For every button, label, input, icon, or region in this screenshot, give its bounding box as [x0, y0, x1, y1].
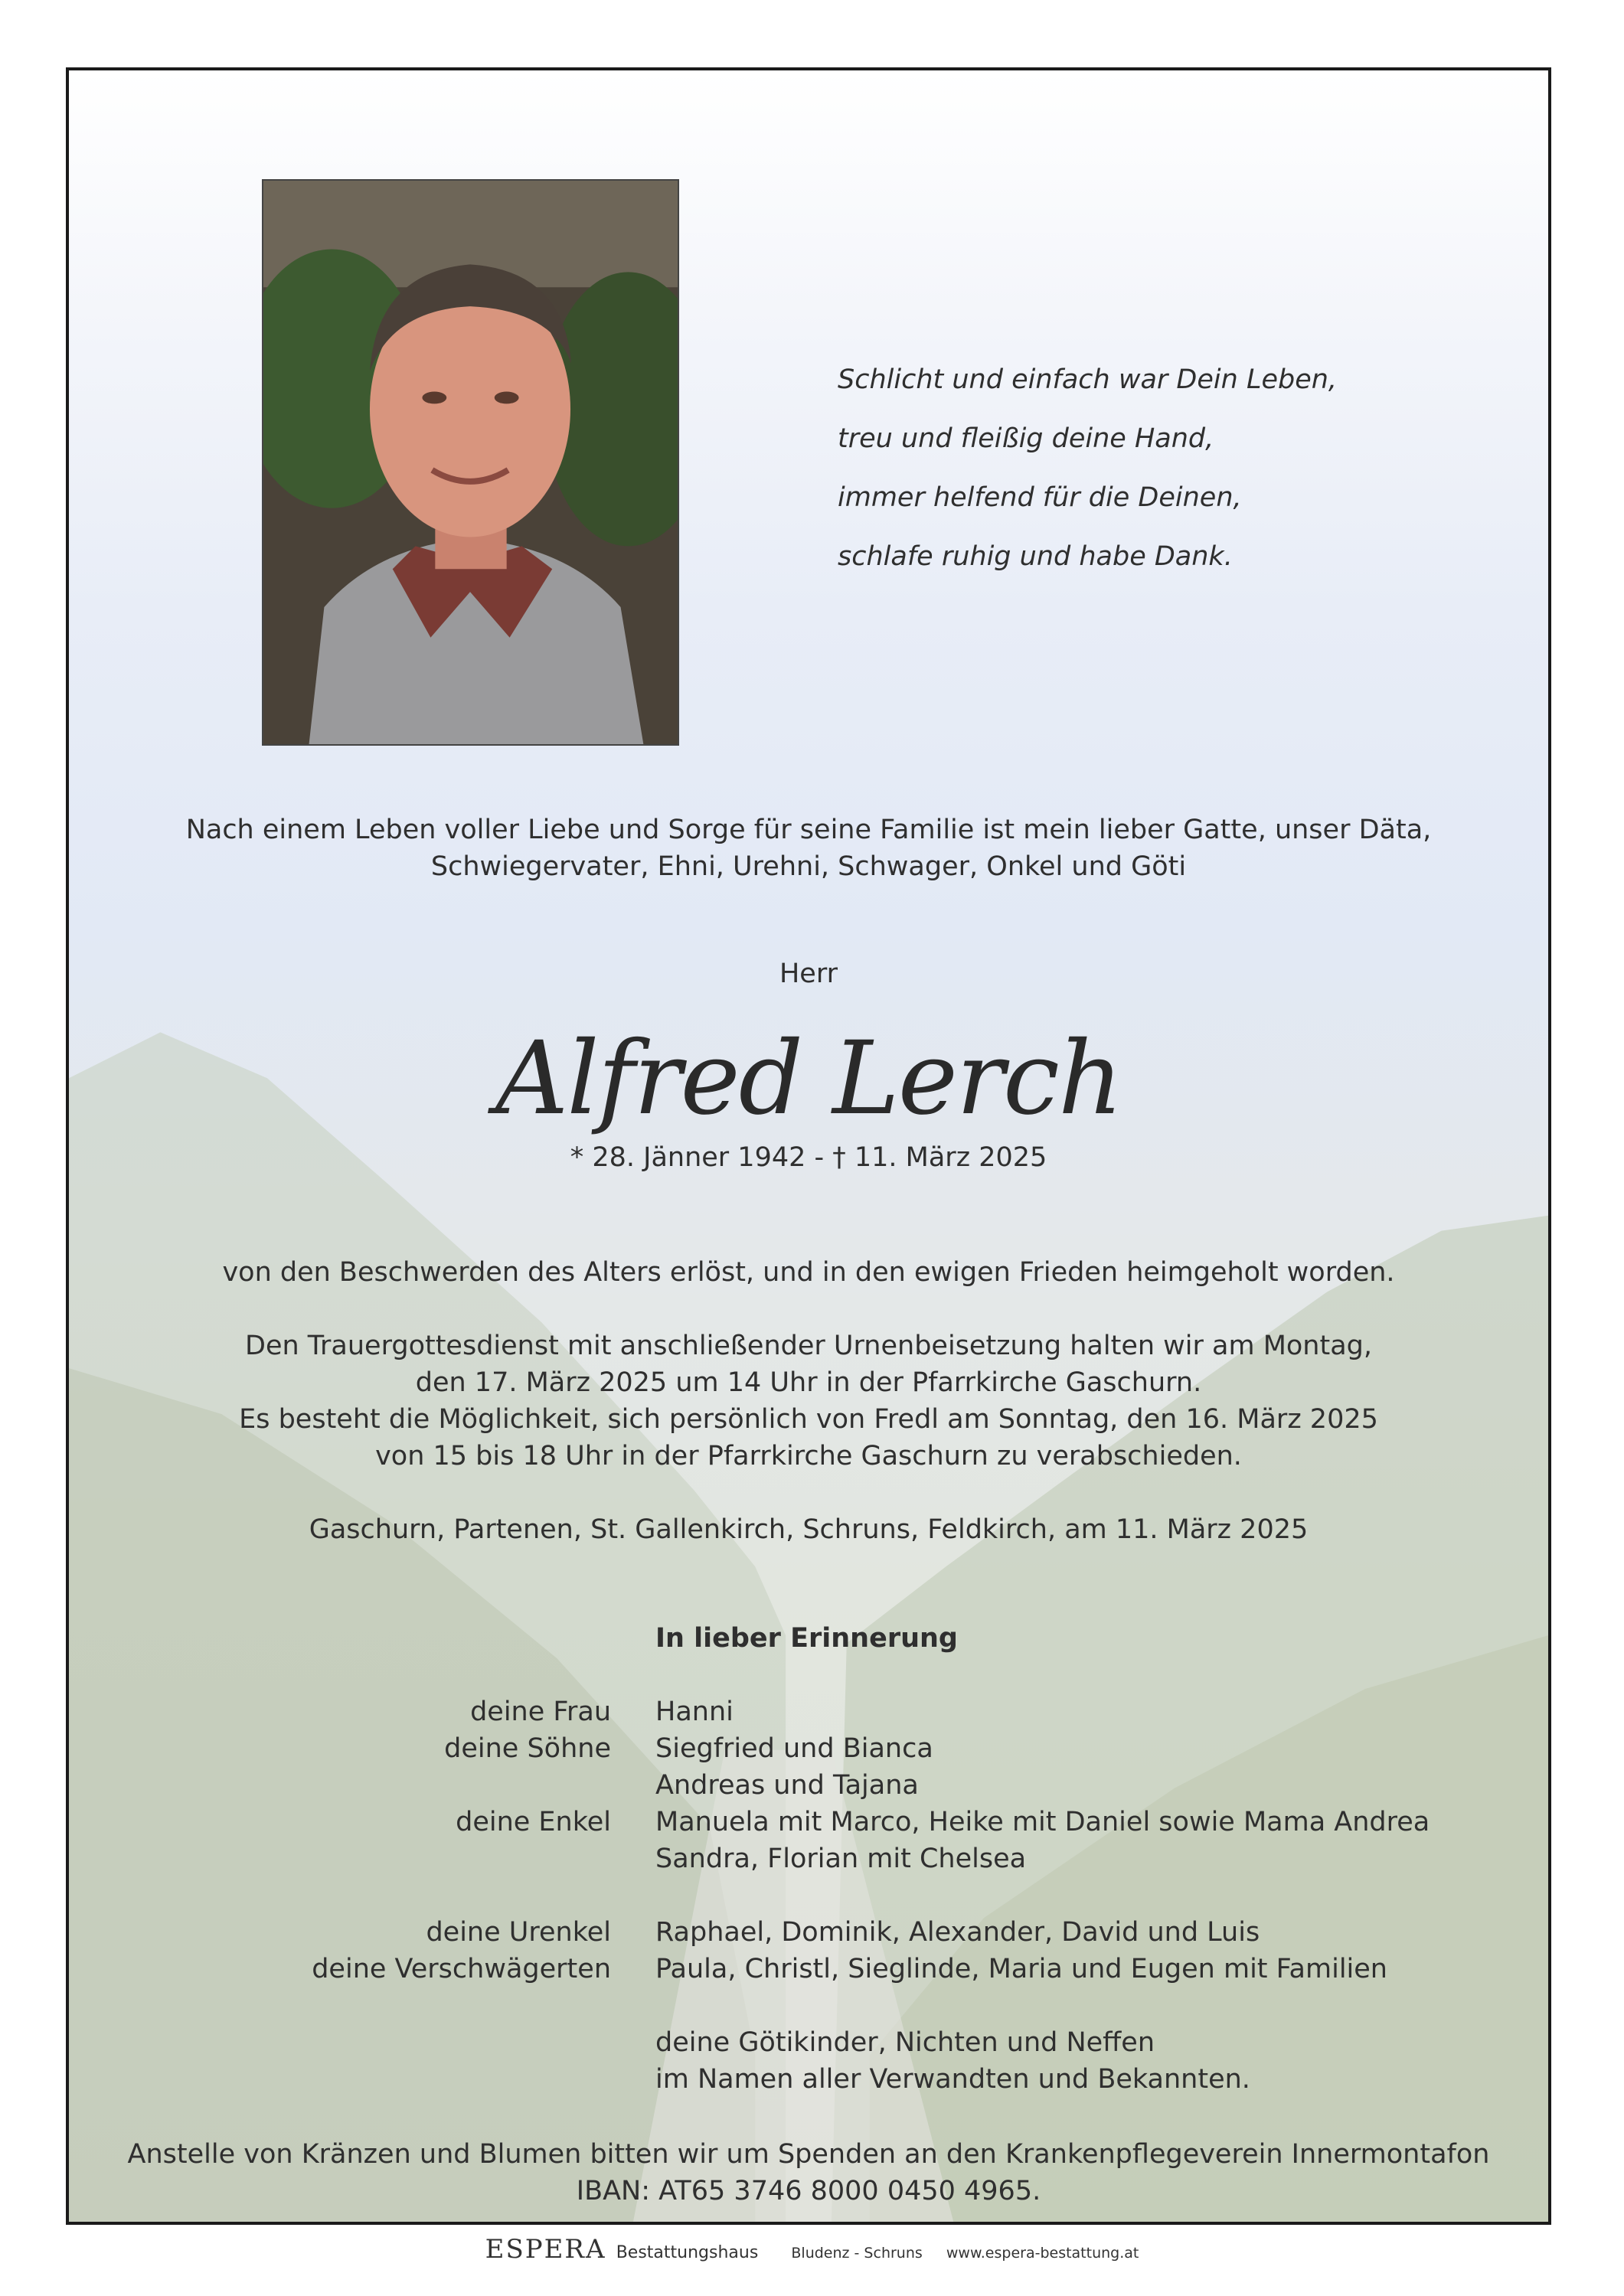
family-value: Manuela mit Marco, Heike mit Daniel sowie Mama Andrea [655, 1807, 1430, 1837]
service-text: Den Trauergottesdienst mit anschließender Urnenbeisetzung halten wir am Montag, [245, 1331, 1372, 1361]
place-date: Gaschurn, Partenen, St. Gallenkirch, Schruns, Feldkirch, am 11. März 2025 [309, 1514, 1309, 1545]
deceased-name: Alfred Lerch [495, 1020, 1122, 1138]
intro-text: Nach einem Leben voller Liebe und Sorge für seine Familie ist mein lieber Gatte, unser Däta, [185, 815, 1432, 845]
funeral-home-footer [0, 2234, 1624, 2265]
family-label: deine Enkel [456, 1807, 611, 1837]
family-label: deine Söhne [444, 1733, 611, 1764]
poem-line: Schlicht und einfach war Dein Leben, [838, 364, 1338, 395]
life-dates: * 28. Jänner 1942 - † 11. März 2025 [570, 1142, 1047, 1173]
obituary-card [66, 67, 1551, 2225]
family-value: im Namen aller Verwandten und Bekannten. [655, 2064, 1250, 2095]
family-value: Siegfried und Bianca [655, 1733, 933, 1764]
portrait-photo [262, 179, 679, 746]
family-label: deine Verschwägerten [312, 1954, 611, 1984]
service-text: den 17. März 2025 um 14 Uhr in der Pfarrkirche Gaschurn. [415, 1367, 1202, 1398]
family-value: Hanni [655, 1697, 734, 1727]
memory-heading: In lieber Erinnerung [655, 1623, 958, 1654]
funeral-home-website[interactable]: www.espera-bestattung.at [946, 2245, 1139, 2262]
family-value: Sandra, Florian mit Chelsea [655, 1844, 1027, 1874]
service-text: Es besteht die Möglichkeit, sich persönlich von Fredl am Sonntag, den 16. März 2025 [239, 1404, 1378, 1435]
donation-iban: IBAN: AT65 3746 8000 0450 4965. [576, 2176, 1041, 2206]
family-value: Andreas und Tajana [655, 1770, 919, 1801]
family-label: deine Frau [470, 1697, 611, 1727]
poem-line: schlafe ruhig und habe Dank. [838, 541, 1233, 572]
poem-line: treu und fleißig deine Hand, [838, 423, 1214, 454]
donation-text: Anstelle von Kränzen und Blumen bitten wir um Spenden an den Krankenpflegeverein Innermontafon [127, 2139, 1490, 2170]
funeral-home-brand: ESPERA [485, 2234, 606, 2265]
family-value: deine Götikinder, Nichten und Neffen [655, 2027, 1155, 2058]
passing-text: von den Beschwerden des Alters erlöst, und in den ewigen Frieden heimgeholt worden. [222, 1257, 1395, 1288]
poem-line: immer helfend für die Deinen, [838, 482, 1242, 513]
salutation: Herr [779, 959, 838, 989]
funeral-home-locations: Bludenz - Schruns [791, 2245, 923, 2262]
family-value: Raphael, Dominik, Alexander, David und Luis [655, 1917, 1260, 1948]
family-label: deine Urenkel [426, 1917, 611, 1948]
family-value: Paula, Christl, Sieglinde, Maria und Eugen mit Familien [655, 1954, 1387, 1984]
funeral-home-subtitle: Bestattungshaus [616, 2243, 759, 2262]
intro-text: Schwiegervater, Ehni, Urehni, Schwager, Onkel und Göti [430, 851, 1187, 882]
service-text: von 15 bis 18 Uhr in der Pfarrkirche Gaschurn zu verabschieden. [375, 1441, 1242, 1471]
